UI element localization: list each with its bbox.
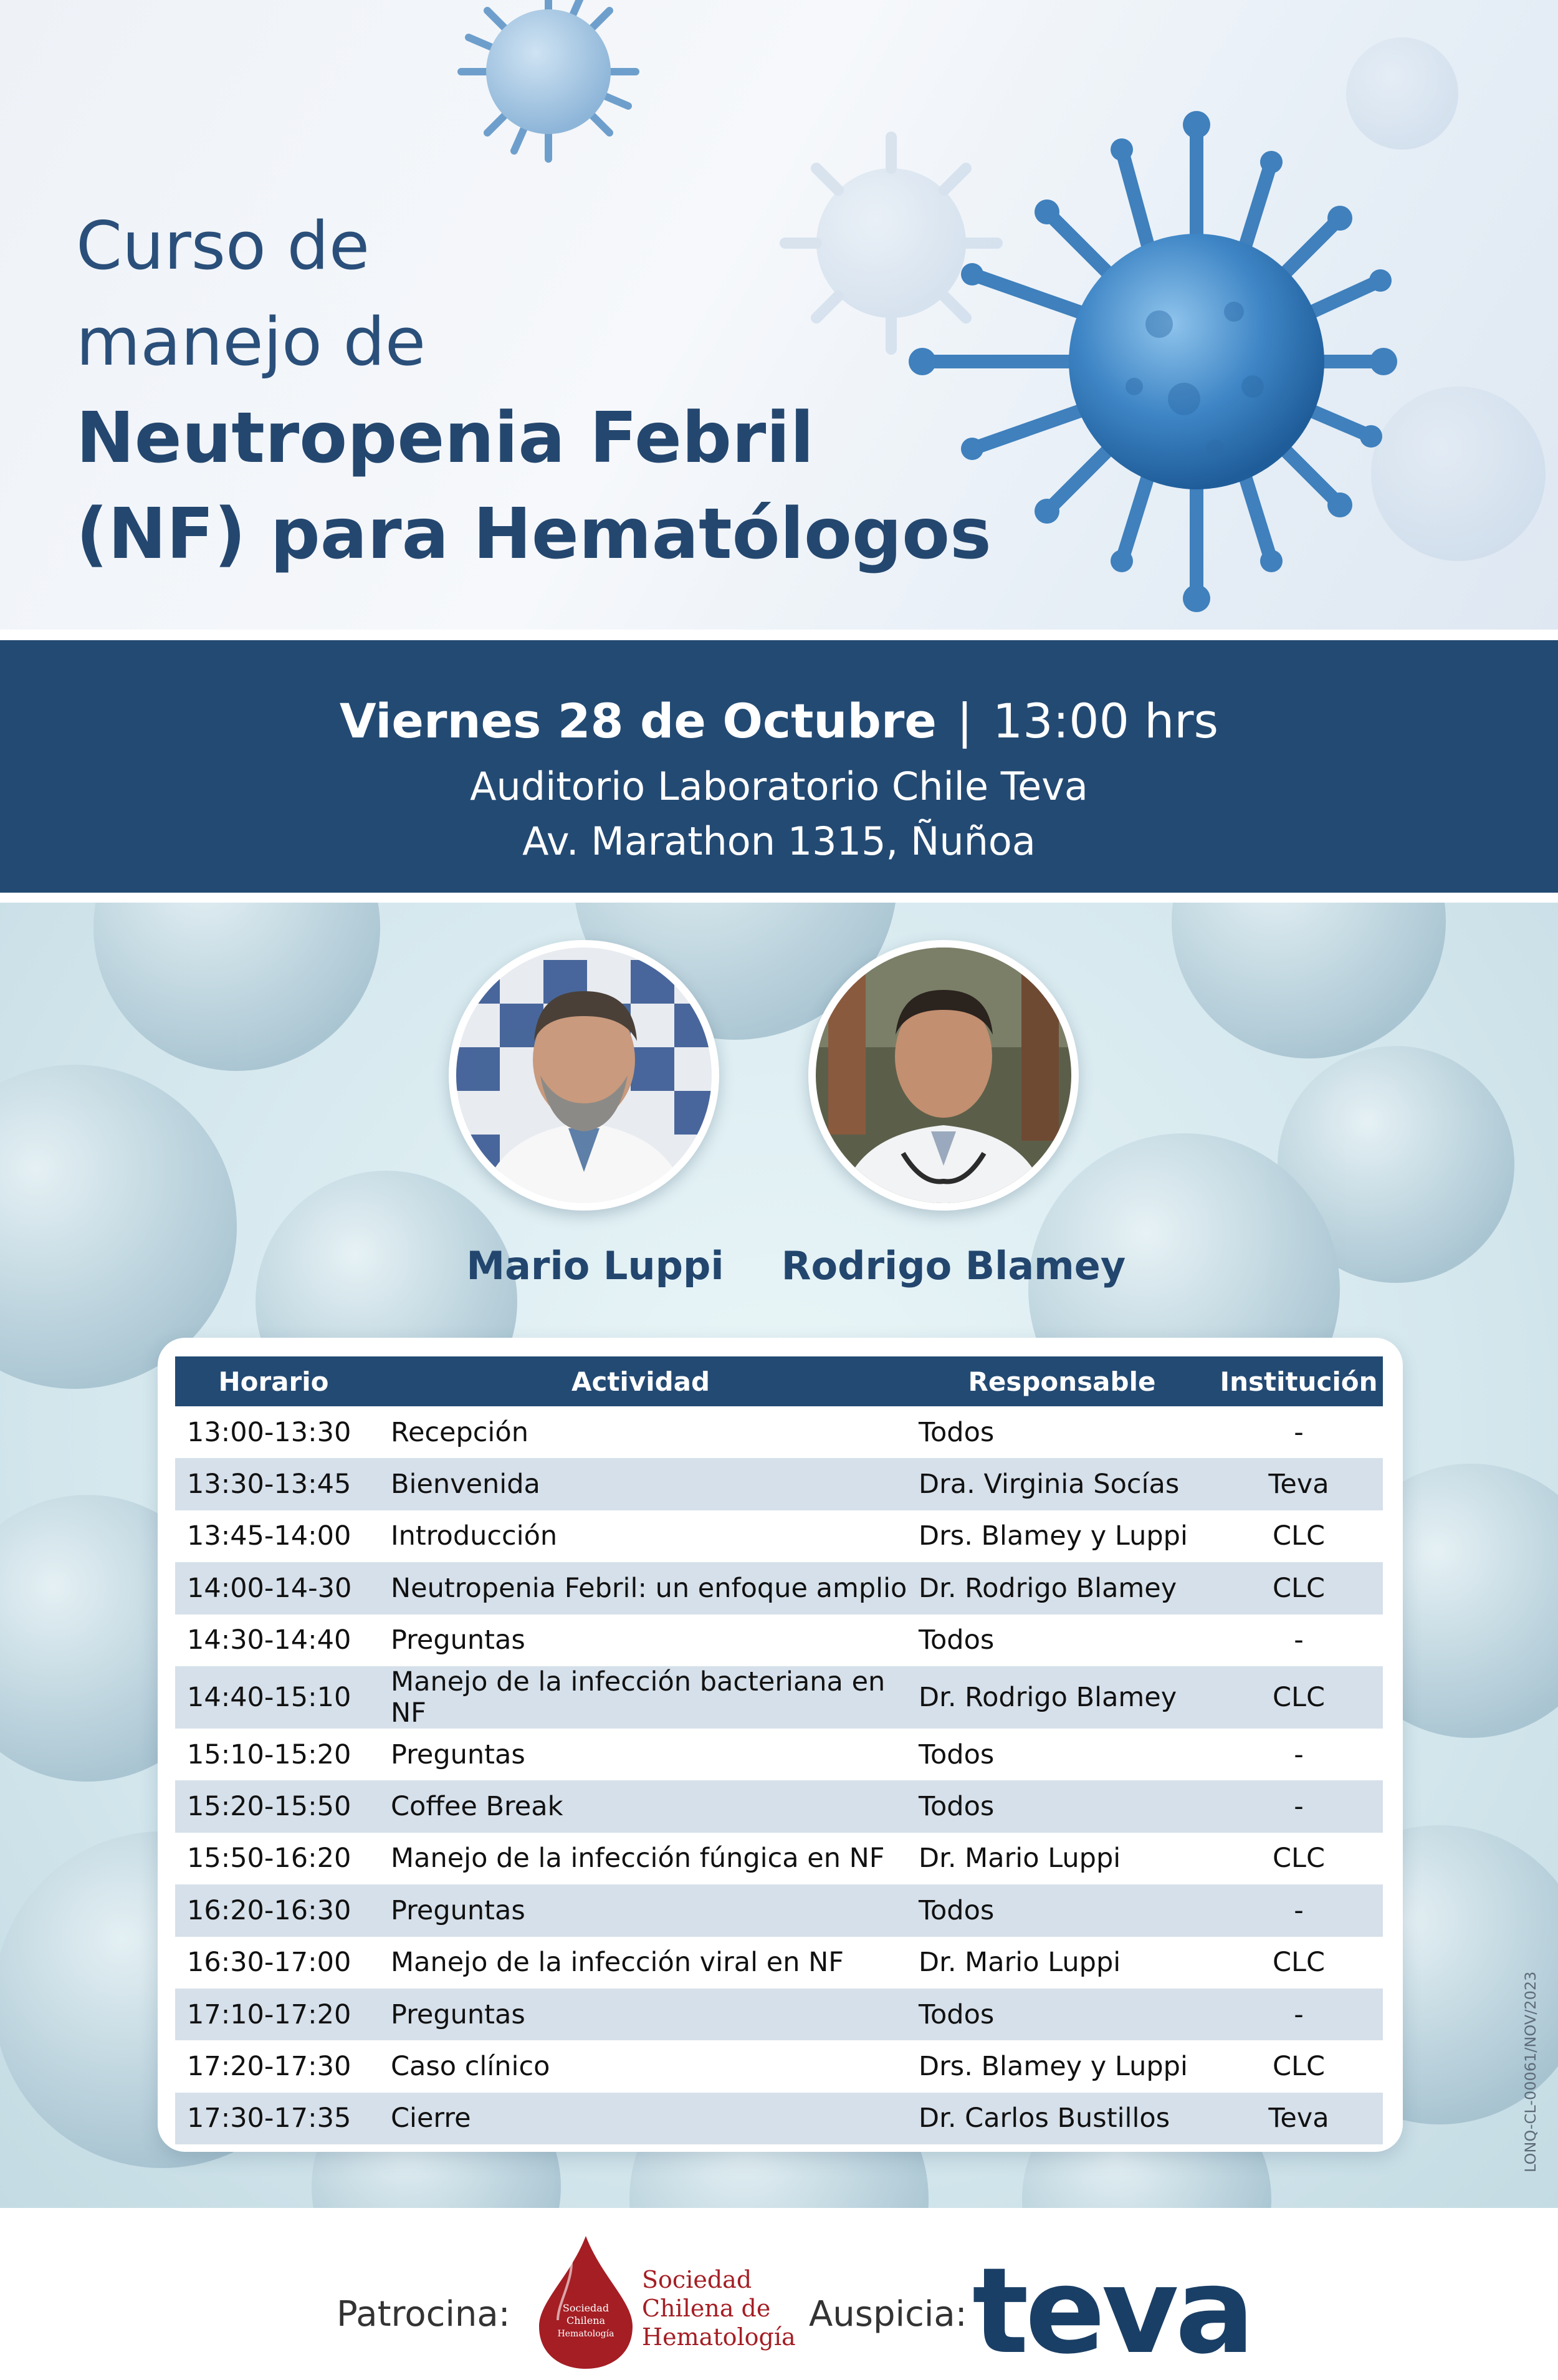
table-row	[175, 1510, 1383, 1562]
row-responsible: Todos	[919, 1624, 995, 1656]
speaker-photo-rodrigo-blamey	[808, 940, 1079, 1211]
row-activity: Introducción	[391, 1520, 558, 1552]
sponsor-name-line-1: Sociedad	[642, 2266, 752, 2293]
schedule-card	[158, 1338, 1403, 2152]
row-responsible: Drs. Blamey y Luppi	[919, 1520, 1188, 1552]
row-activity: Manejo de la infección bacteriana en NF	[372, 1666, 909, 1729]
sochihem-logo-text-2: Chilena	[566, 2315, 606, 2326]
auspice-label: Auspicia:	[809, 2294, 967, 2334]
row-time: 16:30-17:00	[187, 1947, 351, 1979]
sochihem-logo-text-3: Hematología	[557, 2329, 614, 2339]
title-line-2: manejo de	[76, 304, 426, 380]
row-institution: CLC	[1272, 1520, 1325, 1552]
sponsor-label: Patrocina:	[337, 2294, 510, 2334]
table-row	[175, 1833, 1383, 1884]
row-time: 17:20-17:30	[187, 2050, 351, 2082]
row-institution: -	[1215, 1884, 1383, 1936]
event-date-time	[0, 690, 1558, 752]
row-institution: CLC	[1272, 1947, 1325, 1979]
row-time: 13:00-13:30	[187, 1416, 351, 1448]
row-time: 13:30-13:45	[175, 1458, 372, 1510]
row-time: 17:30-17:35	[175, 2093, 372, 2144]
row-responsible: Dr. Carlos Bustillos	[909, 2093, 1215, 2144]
table-row	[175, 1406, 1383, 1458]
row-responsible: Todos	[919, 1739, 995, 1770]
row-institution: -	[1294, 1624, 1304, 1656]
table-row	[175, 1884, 1383, 1936]
header-institution: Institución	[1215, 1356, 1383, 1406]
row-institution: -	[1294, 1416, 1304, 1448]
title-line-3: Neutropenia Febril	[76, 398, 815, 479]
document-code: LONQ-CL-00061/NOV/2023	[1522, 1971, 1539, 2172]
row-time: 13:45-14:00	[187, 1520, 351, 1552]
row-responsible: Dr. Mario Luppi	[919, 1843, 1121, 1874]
row-activity: Preguntas	[391, 1624, 525, 1656]
row-responsible: Dr. Rodrigo Blamey	[909, 1562, 1215, 1614]
event-address: Av. Marathon 1315, Ñuñoa	[522, 818, 1036, 864]
row-time: 14:40-15:10	[175, 1666, 372, 1729]
portrait-icon	[456, 948, 712, 1203]
row-activity: Neutropenia Febril: un enfoque amplio	[372, 1562, 909, 1614]
table-row	[175, 1458, 1383, 1510]
table-row	[175, 1562, 1383, 1614]
row-responsible: Dr. Mario Luppi	[919, 1947, 1121, 1979]
title-line-4: (NF) para Hematólogos	[76, 494, 992, 575]
table-row	[175, 1780, 1383, 1832]
row-responsible: Dr. Rodrigo Blamey	[909, 1666, 1215, 1729]
speaker-name-rodrigo-blamey: Rodrigo Blamey	[781, 1243, 1126, 1288]
table-row	[175, 1615, 1383, 1666]
title-line-1: Curso de	[76, 208, 370, 284]
sponsor-name	[642, 2265, 796, 2351]
portrait-icon	[816, 948, 1071, 1203]
header-activity: Actividad	[372, 1356, 909, 1406]
footer	[0, 2208, 1558, 2380]
row-institution: -	[1294, 1739, 1304, 1770]
row-institution: CLC	[1215, 1666, 1383, 1729]
header-responsible: Responsable	[909, 1356, 1215, 1406]
row-activity: Cierre	[372, 2093, 909, 2144]
row-responsible: Drs. Blamey y Luppi	[919, 2050, 1188, 2082]
row-activity: Manejo de la infección fúngica en NF	[391, 1843, 885, 1874]
row-responsible: Dra. Virginia Socías	[909, 1458, 1215, 1510]
table-row	[175, 1666, 1383, 1729]
row-time: 15:50-16:20	[187, 1843, 351, 1874]
row-institution: CLC	[1272, 1843, 1325, 1874]
sponsor-name-line-3: Hematología	[642, 2323, 796, 2351]
row-time: 15:20-15:50	[175, 1780, 372, 1832]
row-time: 14:00-14-30	[175, 1562, 372, 1614]
row-responsible: Todos	[909, 1780, 1215, 1832]
header-time: Horario	[175, 1356, 372, 1406]
row-activity: Preguntas	[391, 1739, 525, 1770]
table-row	[175, 1989, 1383, 2040]
row-activity: Preguntas	[372, 1884, 909, 1936]
row-institution: Teva	[1215, 1458, 1383, 1510]
course-title	[76, 198, 992, 582]
schedule-table	[175, 1356, 1383, 2144]
row-activity: Manejo de la infección viral en NF	[391, 1947, 844, 1979]
row-time: 17:10-17:20	[175, 1989, 372, 2040]
row-time: 14:30-14:40	[187, 1624, 351, 1656]
row-institution: CLC	[1272, 2050, 1325, 2082]
hero-header	[0, 0, 1558, 630]
sochihem-logo-icon	[533, 2233, 639, 2370]
sponsor-name-line-2: Chilena de	[642, 2295, 771, 2322]
row-activity: Preguntas	[372, 1989, 909, 2040]
teva-logo: teva	[972, 2242, 1251, 2380]
row-responsible: Todos	[919, 1416, 995, 1448]
event-info-band	[0, 640, 1558, 893]
speaker-name-mario-luppi: Mario Luppi	[466, 1243, 724, 1288]
schedule-header-row	[175, 1356, 1383, 1406]
table-row	[175, 1729, 1383, 1780]
row-responsible: Todos	[909, 1989, 1215, 2040]
row-time: 16:20-16:30	[175, 1884, 372, 1936]
row-activity: Caso clínico	[391, 2050, 550, 2082]
event-time: 13:00 hrs	[992, 693, 1219, 749]
event-date: Viernes 28 de Octubre	[339, 693, 937, 749]
speaker-photo-mario-luppi	[449, 940, 719, 1211]
row-activity: Recepción	[391, 1416, 528, 1448]
table-row	[175, 2093, 1383, 2144]
row-institution: CLC	[1215, 1562, 1383, 1614]
table-row	[175, 2040, 1383, 2092]
row-institution: -	[1215, 1989, 1383, 2040]
row-responsible: Todos	[909, 1884, 1215, 1936]
event-separator: |	[957, 693, 973, 749]
row-activity: Bienvenida	[372, 1458, 909, 1510]
row-time: 15:10-15:20	[187, 1739, 351, 1770]
table-row	[175, 1937, 1383, 1989]
event-venue: Auditorio Laboratorio Chile Teva	[470, 764, 1088, 809]
row-institution: Teva	[1215, 2093, 1383, 2144]
row-activity: Coffee Break	[372, 1780, 909, 1832]
row-institution: -	[1215, 1780, 1383, 1832]
sochihem-logo-text-1: Sociedad	[562, 2302, 609, 2314]
